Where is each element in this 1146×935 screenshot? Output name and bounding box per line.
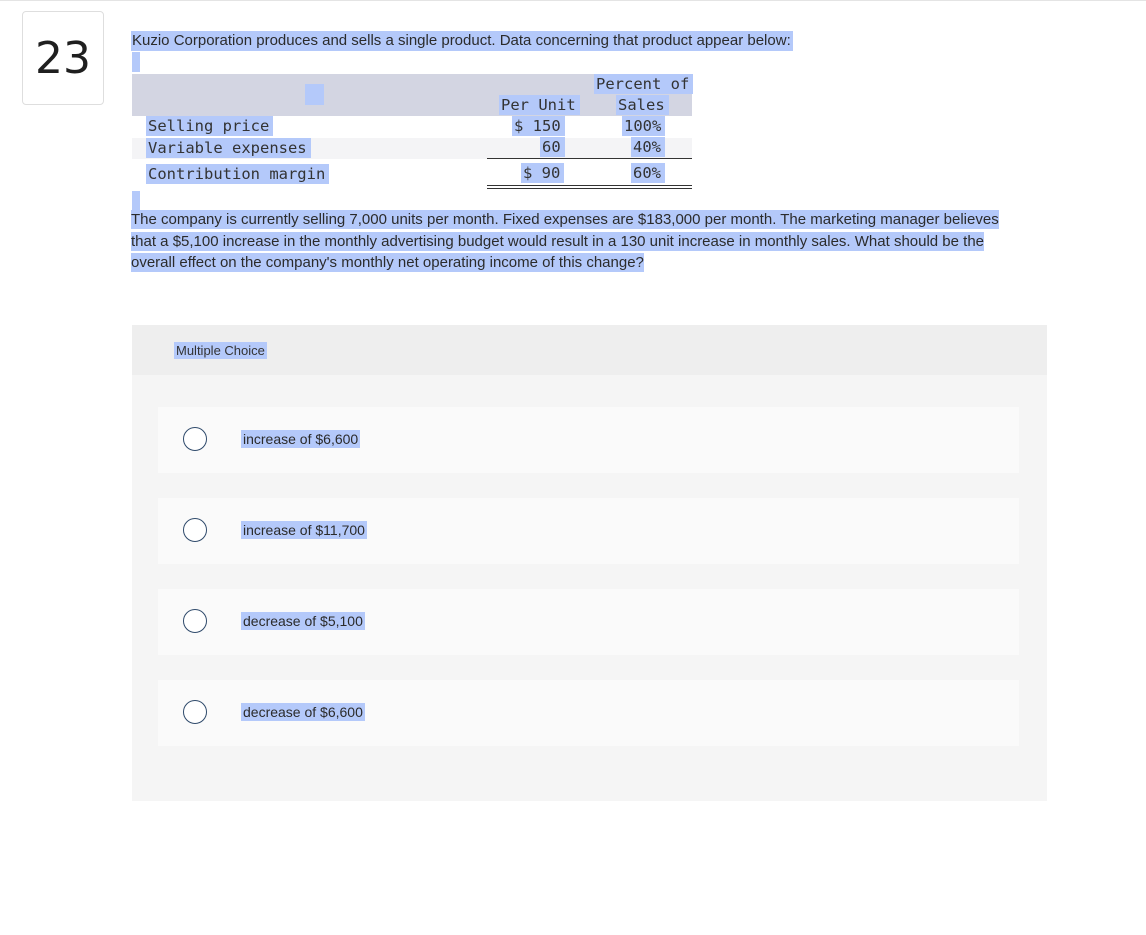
radio-button[interactable] xyxy=(183,700,207,724)
product-data-table xyxy=(132,74,692,192)
top-divider xyxy=(0,0,1146,1)
question-body-line: that a $5,100 increase in the monthly advertising budget would result in a 130 unit increase in monthly sales. What should be the xyxy=(131,232,985,250)
answer-option-label[interactable]: increase of $6,600 xyxy=(243,431,359,447)
total-rule-bottom xyxy=(487,188,692,189)
answer-option-1[interactable] xyxy=(158,407,1019,473)
multiple-choice-header xyxy=(132,325,1047,375)
answer-option-label[interactable]: increase of $11,700 xyxy=(243,522,365,538)
multiple-choice-panel xyxy=(132,325,1047,801)
question-intro xyxy=(131,30,793,52)
header-per-unit: Per Unit xyxy=(499,95,580,115)
question-body xyxy=(131,209,1051,274)
multiple-choice-label: Multiple Choice xyxy=(176,343,265,358)
radio-button[interactable] xyxy=(183,518,207,542)
row-value-selling-price: $ 150 xyxy=(512,116,565,136)
row-value-variable-expenses: 60 xyxy=(540,137,565,157)
answer-option-3[interactable] xyxy=(158,589,1019,655)
header-percent-line2: Sales xyxy=(616,95,669,115)
answer-option-2[interactable] xyxy=(158,498,1019,564)
selection-marker xyxy=(132,52,140,72)
radio-button[interactable] xyxy=(183,427,207,451)
answer-option-4[interactable] xyxy=(158,680,1019,746)
row-value-contribution-margin: $ 90 xyxy=(521,163,564,183)
question-body-line: overall effect on the company's monthly net operating income of this change? xyxy=(131,254,644,271)
row-percent-variable-expenses: 40% xyxy=(631,137,665,157)
question-number: 23 xyxy=(22,11,104,105)
row-percent-contribution-margin: 60% xyxy=(631,163,665,183)
answer-option-label[interactable]: decrease of $6,600 xyxy=(243,704,363,720)
header-percent-line1: Percent of xyxy=(594,74,693,94)
subtotal-rule xyxy=(487,158,692,159)
answer-option-label[interactable]: decrease of $5,100 xyxy=(243,613,363,629)
row-label-selling-price: Selling price xyxy=(146,116,273,136)
question-body-line: The company is currently selling 7,000 units per month. Fixed expenses are $183,000 per month. The marketing manager believes xyxy=(131,211,999,228)
selection-marker xyxy=(305,84,324,105)
row-label-contribution-margin: Contribution margin xyxy=(146,164,329,184)
row-label-variable-expenses: Variable expenses xyxy=(146,138,311,158)
radio-button[interactable] xyxy=(183,609,207,633)
total-rule-top xyxy=(487,185,692,186)
row-percent-selling-price: 100% xyxy=(622,116,665,136)
question-intro-text: Kuzio Corporation produces and sells a single product. Data concerning that product appear below: xyxy=(132,32,791,49)
